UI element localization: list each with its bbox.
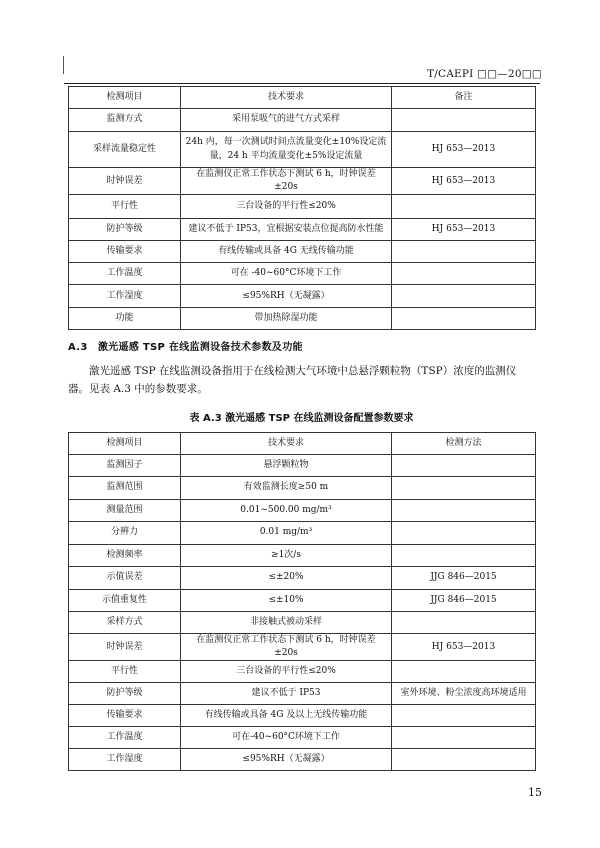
- table-row: [69, 285, 536, 308]
- table-row: [69, 661, 536, 683]
- table-header-row: [69, 433, 536, 455]
- table-cell: ≤±20%: [181, 567, 392, 590]
- table-cell: 监测方式: [69, 109, 181, 132]
- document-code: T/CAEPI □□—20□□: [427, 68, 542, 80]
- table-cell: ≤±10%: [181, 590, 392, 612]
- table-cell: 采用泵吸气的进气方式采样: [181, 109, 392, 132]
- table-row: [69, 612, 536, 634]
- table-cell: [392, 749, 536, 771]
- table-cell: 测量范围: [69, 500, 181, 522]
- requirements-table-a2: [68, 86, 536, 330]
- table-cell: HJ 653—2013: [392, 219, 536, 241]
- table-cell: HJ 653—2013: [392, 634, 536, 661]
- table-cell: 时钟误差: [69, 634, 181, 661]
- header-cell: 技术要求: [181, 433, 392, 455]
- table-cell: 非接触式被动采样: [181, 612, 392, 634]
- header-cell: 检测项目: [69, 87, 181, 109]
- table-cell: 平行性: [69, 195, 181, 219]
- table-cell: 在监测仪正常工作状态下测试 6 h，时钟误差±20s: [181, 634, 392, 661]
- table-row: [69, 308, 536, 330]
- table-cell: 传输要求: [69, 241, 181, 263]
- table-cell: 示值误差: [69, 567, 181, 590]
- table-cell: ≥1次/s: [181, 545, 392, 567]
- header-cell: 检测项目: [69, 433, 181, 455]
- header-cell: 检测方法: [392, 433, 536, 455]
- table-cell: [392, 727, 536, 749]
- table-cell: 传输要求: [69, 705, 181, 727]
- table-cell: [392, 545, 536, 567]
- section-heading: A.3 激光遥感 TSP 在线监测设备技术参数及功能: [68, 342, 303, 353]
- table-cell: 建议不低于 IP53，宜根据安装点位提高防水性能: [181, 219, 392, 241]
- table-cell: 防护等级: [69, 683, 181, 705]
- table-cell: [392, 308, 536, 330]
- table-cell: 时钟误差: [69, 168, 181, 195]
- table-row: [69, 545, 536, 567]
- table-cell: 监测范围: [69, 477, 181, 500]
- table-cell: [392, 455, 536, 477]
- table-row: [69, 109, 536, 132]
- table-cell: [392, 500, 536, 522]
- table1-body: [69, 87, 536, 330]
- table-row: [69, 195, 536, 219]
- table-cell: [392, 612, 536, 634]
- table-cell: 采样流量稳定性: [69, 132, 181, 168]
- table-row: [69, 705, 536, 727]
- table-cell: 工作温度: [69, 263, 181, 285]
- table-row: [69, 590, 536, 612]
- table-cell: 防护等级: [69, 219, 181, 241]
- table-cell: 可在-40~60°C环境下工作: [181, 727, 392, 749]
- table-row: [69, 634, 536, 661]
- table-cell: 有线传输或具备 4G 及以上无线传输功能: [181, 705, 392, 727]
- table-cell: [392, 477, 536, 500]
- table-cell: [392, 705, 536, 727]
- table-cell: 工作温度: [69, 727, 181, 749]
- section-paragraph: 激光遥感 TSP 在线监测设备指用于在线检测大气环境中总悬浮颗粒物（TSP）浓度的监测仪器。见表 A.3 中的参数要求。: [68, 365, 517, 395]
- table-cell: [392, 241, 536, 263]
- table-cell: 有线传输或具备 4G 无线传输功能: [181, 241, 392, 263]
- header-cell: 技术要求: [181, 87, 392, 109]
- table-row: [69, 683, 536, 705]
- table-cell: 检测频率: [69, 545, 181, 567]
- table-row: [69, 455, 536, 477]
- table-cell: 有效监测长度≥50 m: [181, 477, 392, 500]
- table-cell: [392, 661, 536, 683]
- table-row: [69, 522, 536, 545]
- table-cell: [392, 109, 536, 132]
- table-row: [69, 727, 536, 749]
- table-cell: 平行性: [69, 661, 181, 683]
- table-cell: ≤95%RH（无凝露）: [181, 749, 392, 771]
- table-cell: JJG 846—2015: [392, 590, 536, 612]
- table-cell: JJG 846—2015: [392, 567, 536, 590]
- table-cell: [392, 522, 536, 545]
- table-cell: ≤95%RH（无凝露）: [181, 285, 392, 308]
- table-cell: 建议不低于 IP53: [181, 683, 392, 705]
- header-rule: [64, 83, 540, 84]
- header-cell: 备注: [392, 87, 536, 109]
- table-cell: 0.01~500.00 mg/m³: [181, 500, 392, 522]
- table-row: [69, 500, 536, 522]
- table-header-row: [69, 87, 536, 109]
- table-cell: 可在 -40~60°C环境下工作: [181, 263, 392, 285]
- table-row: [69, 168, 536, 195]
- table-cell: 室外环境、粉尘浓度高环境适用: [392, 683, 536, 705]
- table-row: [69, 219, 536, 241]
- table-cell: 分辨力: [69, 522, 181, 545]
- table-cell: 工作湿度: [69, 285, 181, 308]
- table-cell: 24h 内，每一次测试时间点流量变化±10%设定流量，24 h 平均流量变化±5%设定流量: [181, 132, 392, 168]
- table-caption: 表 A.3 激光遥感 TSP 在线监测设备配置参数要求: [189, 413, 414, 424]
- table-cell: 示值重复性: [69, 590, 181, 612]
- table-row: [69, 477, 536, 500]
- table-row: [69, 241, 536, 263]
- table-cell: [392, 263, 536, 285]
- table-cell: HJ 653—2013: [392, 168, 536, 195]
- table-cell: 采样方式: [69, 612, 181, 634]
- table-cell: 功能: [69, 308, 181, 330]
- table2-body: [69, 433, 536, 771]
- table-cell: 监测因子: [69, 455, 181, 477]
- table-cell: [392, 285, 536, 308]
- table-cell: 三台设备的平行性≤20%: [181, 661, 392, 683]
- table-row: [69, 749, 536, 771]
- table-cell: 0.01 mg/m³: [181, 522, 392, 545]
- table-cell: HJ 653—2013: [392, 132, 536, 168]
- table-cell: 工作湿度: [69, 749, 181, 771]
- table-cell: [392, 195, 536, 219]
- table-cell: 带加热除湿功能: [181, 308, 392, 330]
- table-cell: 三台设备的平行性≤20%: [181, 195, 392, 219]
- table-cell: 悬浮颗粒物: [181, 455, 392, 477]
- table-row: [69, 263, 536, 285]
- page-number: 15: [528, 786, 542, 799]
- config-table-a3: [68, 432, 536, 771]
- table-row: [69, 567, 536, 590]
- table-row: [69, 132, 536, 168]
- table-cell: 在监测仪正常工作状态下测试 6 h，时钟误差±20s: [181, 168, 392, 195]
- margin-bar: [63, 56, 64, 74]
